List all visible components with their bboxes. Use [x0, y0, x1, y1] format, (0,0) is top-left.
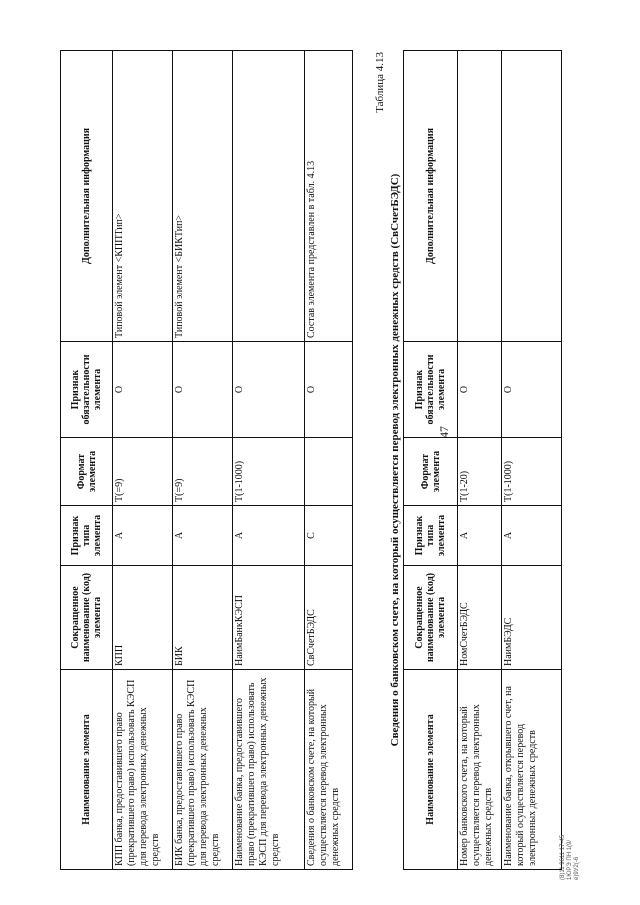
element-info-cell [233, 51, 305, 342]
stamp-line: (8)11 9611 17-45 [560, 834, 566, 880]
element-required-cell: О [305, 342, 353, 438]
column-header: Признак обязательности элемента [61, 342, 113, 438]
stamp-line: 1ЮРЭ ПН 1(9/е)9У2(-6 [567, 839, 580, 880]
column-header: Формат элемента [404, 438, 458, 506]
table-4-13-block [373, 50, 573, 870]
table-row [502, 51, 562, 870]
element-code-cell: НаимБЭДС [502, 566, 562, 670]
element-required-cell: О [113, 342, 173, 438]
element-format-cell: Т(=9) [113, 438, 173, 506]
column-header: Формат элемента [61, 438, 113, 506]
table-4-13 [403, 50, 562, 870]
element-code-cell: БИК [173, 566, 233, 670]
column-header: Дополнительная информация [404, 51, 458, 342]
table-caption: Таблица 4.13 [374, 52, 386, 113]
element-code-cell: СвСчетБЭДС [305, 566, 353, 670]
element-info-cell [458, 51, 502, 342]
element-code-cell: НаимБанкКЭСП [233, 566, 305, 670]
element-format-cell [305, 438, 353, 506]
column-header: Признак типа элемента [61, 506, 113, 566]
element-info-cell: Состав элемента представлен в табл. 4.13 [305, 51, 353, 342]
table-title: Сведения о банковском счете, на который осуществляется перевод электронных денежных средств (СвСчетБЭДС) [389, 173, 401, 747]
element-type-cell: А [173, 506, 233, 566]
column-header: Признак типа элемента [404, 506, 458, 566]
element-required-cell: О [502, 342, 562, 438]
element-format-cell: Т(1-20) [458, 438, 502, 506]
table-row [113, 51, 173, 870]
element-format-cell: Т(1-1000) [502, 438, 562, 506]
column-header: Наименование элемента [404, 670, 458, 870]
table-row [173, 51, 233, 870]
element-name-cell: Наименование банка, открывшего счет, на который осуществляется перевод электронных денежных средств [502, 670, 562, 870]
column-header: Сокращенное наименование (код) элемента [61, 566, 113, 670]
column-header: Наименование элемента [61, 670, 113, 870]
element-info-cell: Типовой элемент <КППТип> [113, 51, 173, 342]
table-1-block [60, 50, 352, 870]
element-code-cell: НомСчетБЭДС [458, 566, 502, 670]
table-row [233, 51, 305, 870]
element-name-cell: Сведения о банковском счете, на который осуществляется перевод электронных денежных средств [305, 670, 353, 870]
element-format-cell: Т(=9) [173, 438, 233, 506]
element-name-cell: Номер банковского счета, на который осуществляется перевод электронных денежных средств [458, 670, 502, 870]
table-2-header-row [404, 51, 458, 870]
element-format-cell: Т(1-1000) [233, 438, 305, 506]
element-required-cell: О [233, 342, 305, 438]
table-1-header-row [61, 51, 113, 870]
element-info-cell: Типовой элемент <БИКТип> [173, 51, 233, 342]
column-header: Признак обязательности элемента [404, 342, 458, 438]
element-type-cell: А [502, 506, 562, 566]
element-name-cell: КПП банка, предоставившего право (прекратившего право) использовать КЭСП для перевода электронных денежных средств [113, 670, 173, 870]
element-info-cell [502, 51, 562, 342]
element-required-cell: О [173, 342, 233, 438]
element-name-cell: БИК банка, предоставившего право (прекратившего право) использовать КЭСП для перевода электронных денежных средств [173, 670, 233, 870]
table-row [305, 51, 353, 870]
column-header: Дополнительная информация [61, 51, 113, 342]
element-name-cell: Наименование банка, предоставившего право (прекратившего право) использовать КЭСП для перевода электронных денежных средств [233, 670, 305, 870]
element-type-cell: А [458, 506, 502, 566]
page-number: 47 [437, 426, 451, 438]
table-row [458, 51, 502, 870]
element-type-cell: А [113, 506, 173, 566]
element-code-cell: КПП [113, 566, 173, 670]
element-type-cell: С [305, 506, 353, 566]
table-1 [60, 50, 353, 870]
document-stamp [560, 830, 582, 880]
element-type-cell: А [233, 506, 305, 566]
element-required-cell: О [458, 342, 502, 438]
column-header: Сокращенное наименование (код) элемента [404, 566, 458, 670]
